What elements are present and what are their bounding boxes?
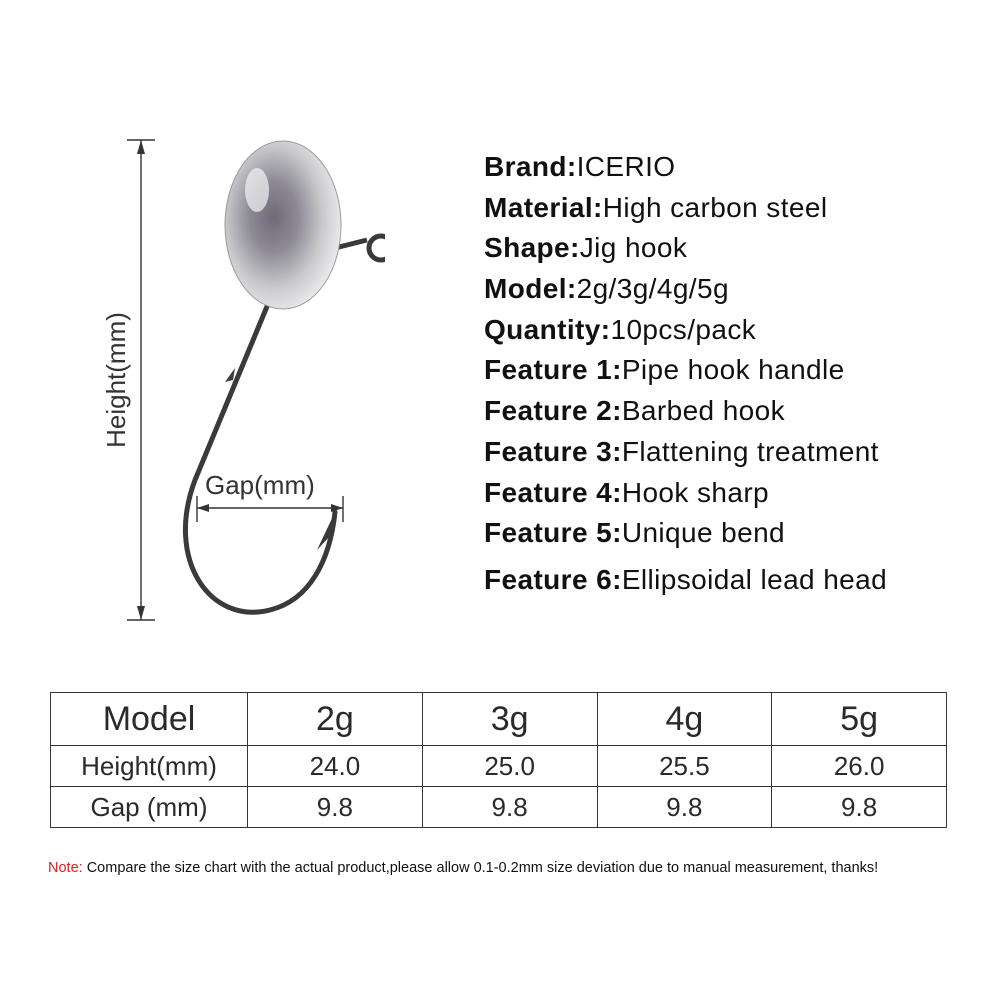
note-text: Compare the size chart with the actual product,please allow 0.1-0.2mm size deviation due to manual measurement, thanks! bbox=[82, 860, 879, 876]
note-label: Note: bbox=[48, 860, 83, 876]
gap-label: Gap(mm) bbox=[205, 470, 315, 500]
spec-key: Model: bbox=[484, 273, 577, 305]
spec-quantity bbox=[484, 313, 887, 357]
spec-feature-4 bbox=[484, 476, 887, 520]
spec-key: Feature 5: bbox=[484, 517, 622, 549]
spec-key: Feature 1: bbox=[484, 354, 622, 386]
spec-feature-5 bbox=[484, 519, 887, 560]
spec-key: Brand: bbox=[484, 151, 577, 182]
table-cell: 26.0 bbox=[772, 746, 947, 787]
table-header-cell: 3g bbox=[422, 693, 597, 746]
spec-feature-1 bbox=[484, 356, 887, 397]
table-header-cell: 5g bbox=[772, 693, 947, 746]
spec-value: Hook sharp bbox=[621, 476, 770, 508]
measurement-note bbox=[48, 860, 878, 876]
line-tie-eye bbox=[335, 236, 385, 260]
table-cell: 25.5 bbox=[597, 746, 772, 787]
table-header-cell: 2g bbox=[248, 693, 423, 746]
product-figure bbox=[95, 130, 385, 630]
spec-value: Jig hook bbox=[579, 232, 688, 264]
spec-list bbox=[484, 153, 887, 607]
spec-shape bbox=[484, 234, 887, 275]
spec-value: Flattening treatment bbox=[621, 435, 879, 467]
spec-value: 10pcs/pack bbox=[610, 313, 757, 345]
height-label: Height(mm) bbox=[101, 312, 131, 448]
table-cell: 25.0 bbox=[422, 746, 597, 787]
spec-key: Material: bbox=[484, 191, 603, 223]
table-cell: 9.8 bbox=[248, 787, 423, 828]
hook-shank bbox=[185, 280, 335, 612]
height-dimension-line bbox=[127, 140, 155, 620]
table-row-label: Height(mm) bbox=[51, 746, 248, 787]
spec-key: Shape: bbox=[484, 232, 580, 264]
size-table bbox=[50, 692, 947, 828]
spec-brand bbox=[484, 153, 887, 194]
spec-feature-3 bbox=[484, 435, 887, 479]
table-row-label: Gap (mm) bbox=[51, 787, 248, 828]
spec-value: ICERIO bbox=[576, 151, 676, 182]
table-row bbox=[51, 746, 947, 787]
table-cell: 9.8 bbox=[772, 787, 947, 828]
spec-value: Unique bend bbox=[621, 517, 786, 549]
table-header-cell: Model bbox=[51, 693, 248, 746]
spec-value: Barbed hook bbox=[621, 395, 786, 427]
spec-value: High carbon steel bbox=[602, 191, 828, 223]
spec-key: Feature 6: bbox=[484, 563, 622, 595]
lead-head bbox=[225, 141, 341, 309]
table-cell: 9.8 bbox=[422, 787, 597, 828]
shank-barb bbox=[225, 368, 235, 382]
table-row bbox=[51, 787, 947, 828]
spec-value: Ellipsoidal lead head bbox=[621, 563, 888, 595]
table-header-row bbox=[51, 693, 947, 746]
lead-head-highlight bbox=[245, 168, 269, 212]
spec-material bbox=[484, 191, 887, 235]
spec-key: Quantity: bbox=[484, 313, 611, 345]
spec-value: Pipe hook handle bbox=[621, 354, 845, 386]
spec-key: Feature 2: bbox=[484, 395, 622, 427]
spec-value: 2g/3g/4g/5g bbox=[576, 273, 729, 305]
spec-model bbox=[484, 275, 887, 316]
spec-key: Feature 3: bbox=[484, 435, 622, 467]
table-header-cell: 4g bbox=[597, 693, 772, 746]
table-cell: 9.8 bbox=[597, 787, 772, 828]
spec-feature-6 bbox=[484, 563, 888, 607]
table-cell: 24.0 bbox=[248, 746, 423, 787]
spec-key: Feature 4: bbox=[484, 476, 622, 508]
spec-feature-2 bbox=[484, 397, 887, 438]
